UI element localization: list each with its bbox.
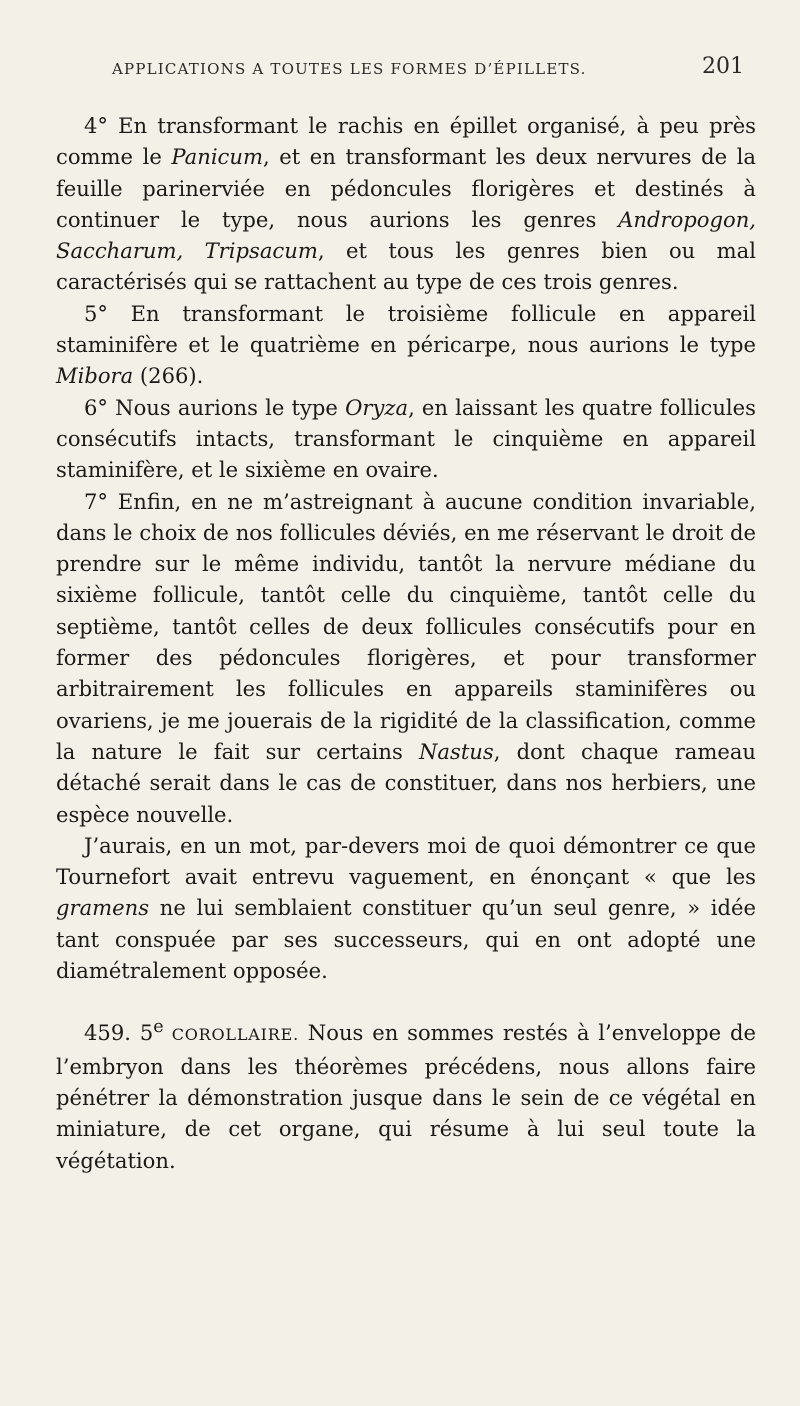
paragraph-5: 5° En transformant le troisième follicule en appareil staminifère et le quatrième en péricarpe, nous aurions le type Mibora (266).	[56, 300, 756, 389]
paragraph-6: 6° Nous aurions le type Oryza, en laissant les quatre follicules consécutifs intacts, transformant le cinquième en appareil staminifère, et le sixième en ovaire.	[56, 394, 756, 483]
genus-name: Nastus	[418, 738, 494, 764]
paragraph-4: 4° En transformant le rachis en épillet organisé, à peu près comme le Panicum, et en transformant les deux nervures de la feuille parinerviée en pédoncules florigères et destinés à continuer le type, nous aurions les genres Andropogon, Saccharum, Tripsacum, et tous les genres bien ou mal caractérisés qui se rattachent au type de ces trois genres.	[56, 113, 757, 295]
section-number: 459. 5	[84, 1020, 154, 1046]
section-label: COROLLAIRE.	[163, 1025, 299, 1045]
genus-name: Panicum	[171, 144, 263, 170]
page-number: 201	[702, 54, 744, 79]
genus-name: Mibora	[56, 363, 134, 389]
paragraph-7: 7° Enfin, en ne m’astreignant à aucune condition invariable, dans le choix de nos follicules déviés, en me réservant le droit de prendre sur le même individu, tantôt la nervure médiane du sixième follicule, tantôt celle du cinquième, tantôt celle du septième, tantôt celles de deux follicules consécutifs pour en former des pédoncules florigères, et pour transformer arbitrairement les follicules en appareils staminifères ou ovariens, je me jouerais de la rigidité de la classification, comme la nature le fait sur certains Nastus, dont chaque rameau détaché serait dans le cas de constituer, dans nos herbiers, une espèce nouvelle.	[56, 488, 757, 827]
genus-names: Andropogon, Saccharum, Tripsacum	[56, 206, 756, 264]
running-title: APPLICATIONS A TOUTES LES FORMES D’ÉPILLETS.	[112, 60, 587, 78]
genus-name: Oryza	[345, 394, 409, 420]
paragraph-8: J’aurais, en un mot, par-devers moi de quoi démontrer ce que Tournefort avait entrevu vaguement, en énonçant « que les gramens ne lui semblaient constituer qu’un seul genre, » idée tant conspuée par ses successeurs, qui en ont adopté une diamétralement opposée.	[56, 832, 756, 984]
paragraph-459: 459. 5e COROLLAIRE. Nous en sommes restés à l’enveloppe de l’embryon dans les théorèmes précédens, nous allons faire pénétrer la démonstration jusque dans le sein de ce végétal en miniature, de cet organe, qui résume à lui seul toute la végétation.	[56, 1017, 756, 1173]
italic-term: gramens	[56, 895, 150, 921]
body-text	[56, 110, 756, 1176]
